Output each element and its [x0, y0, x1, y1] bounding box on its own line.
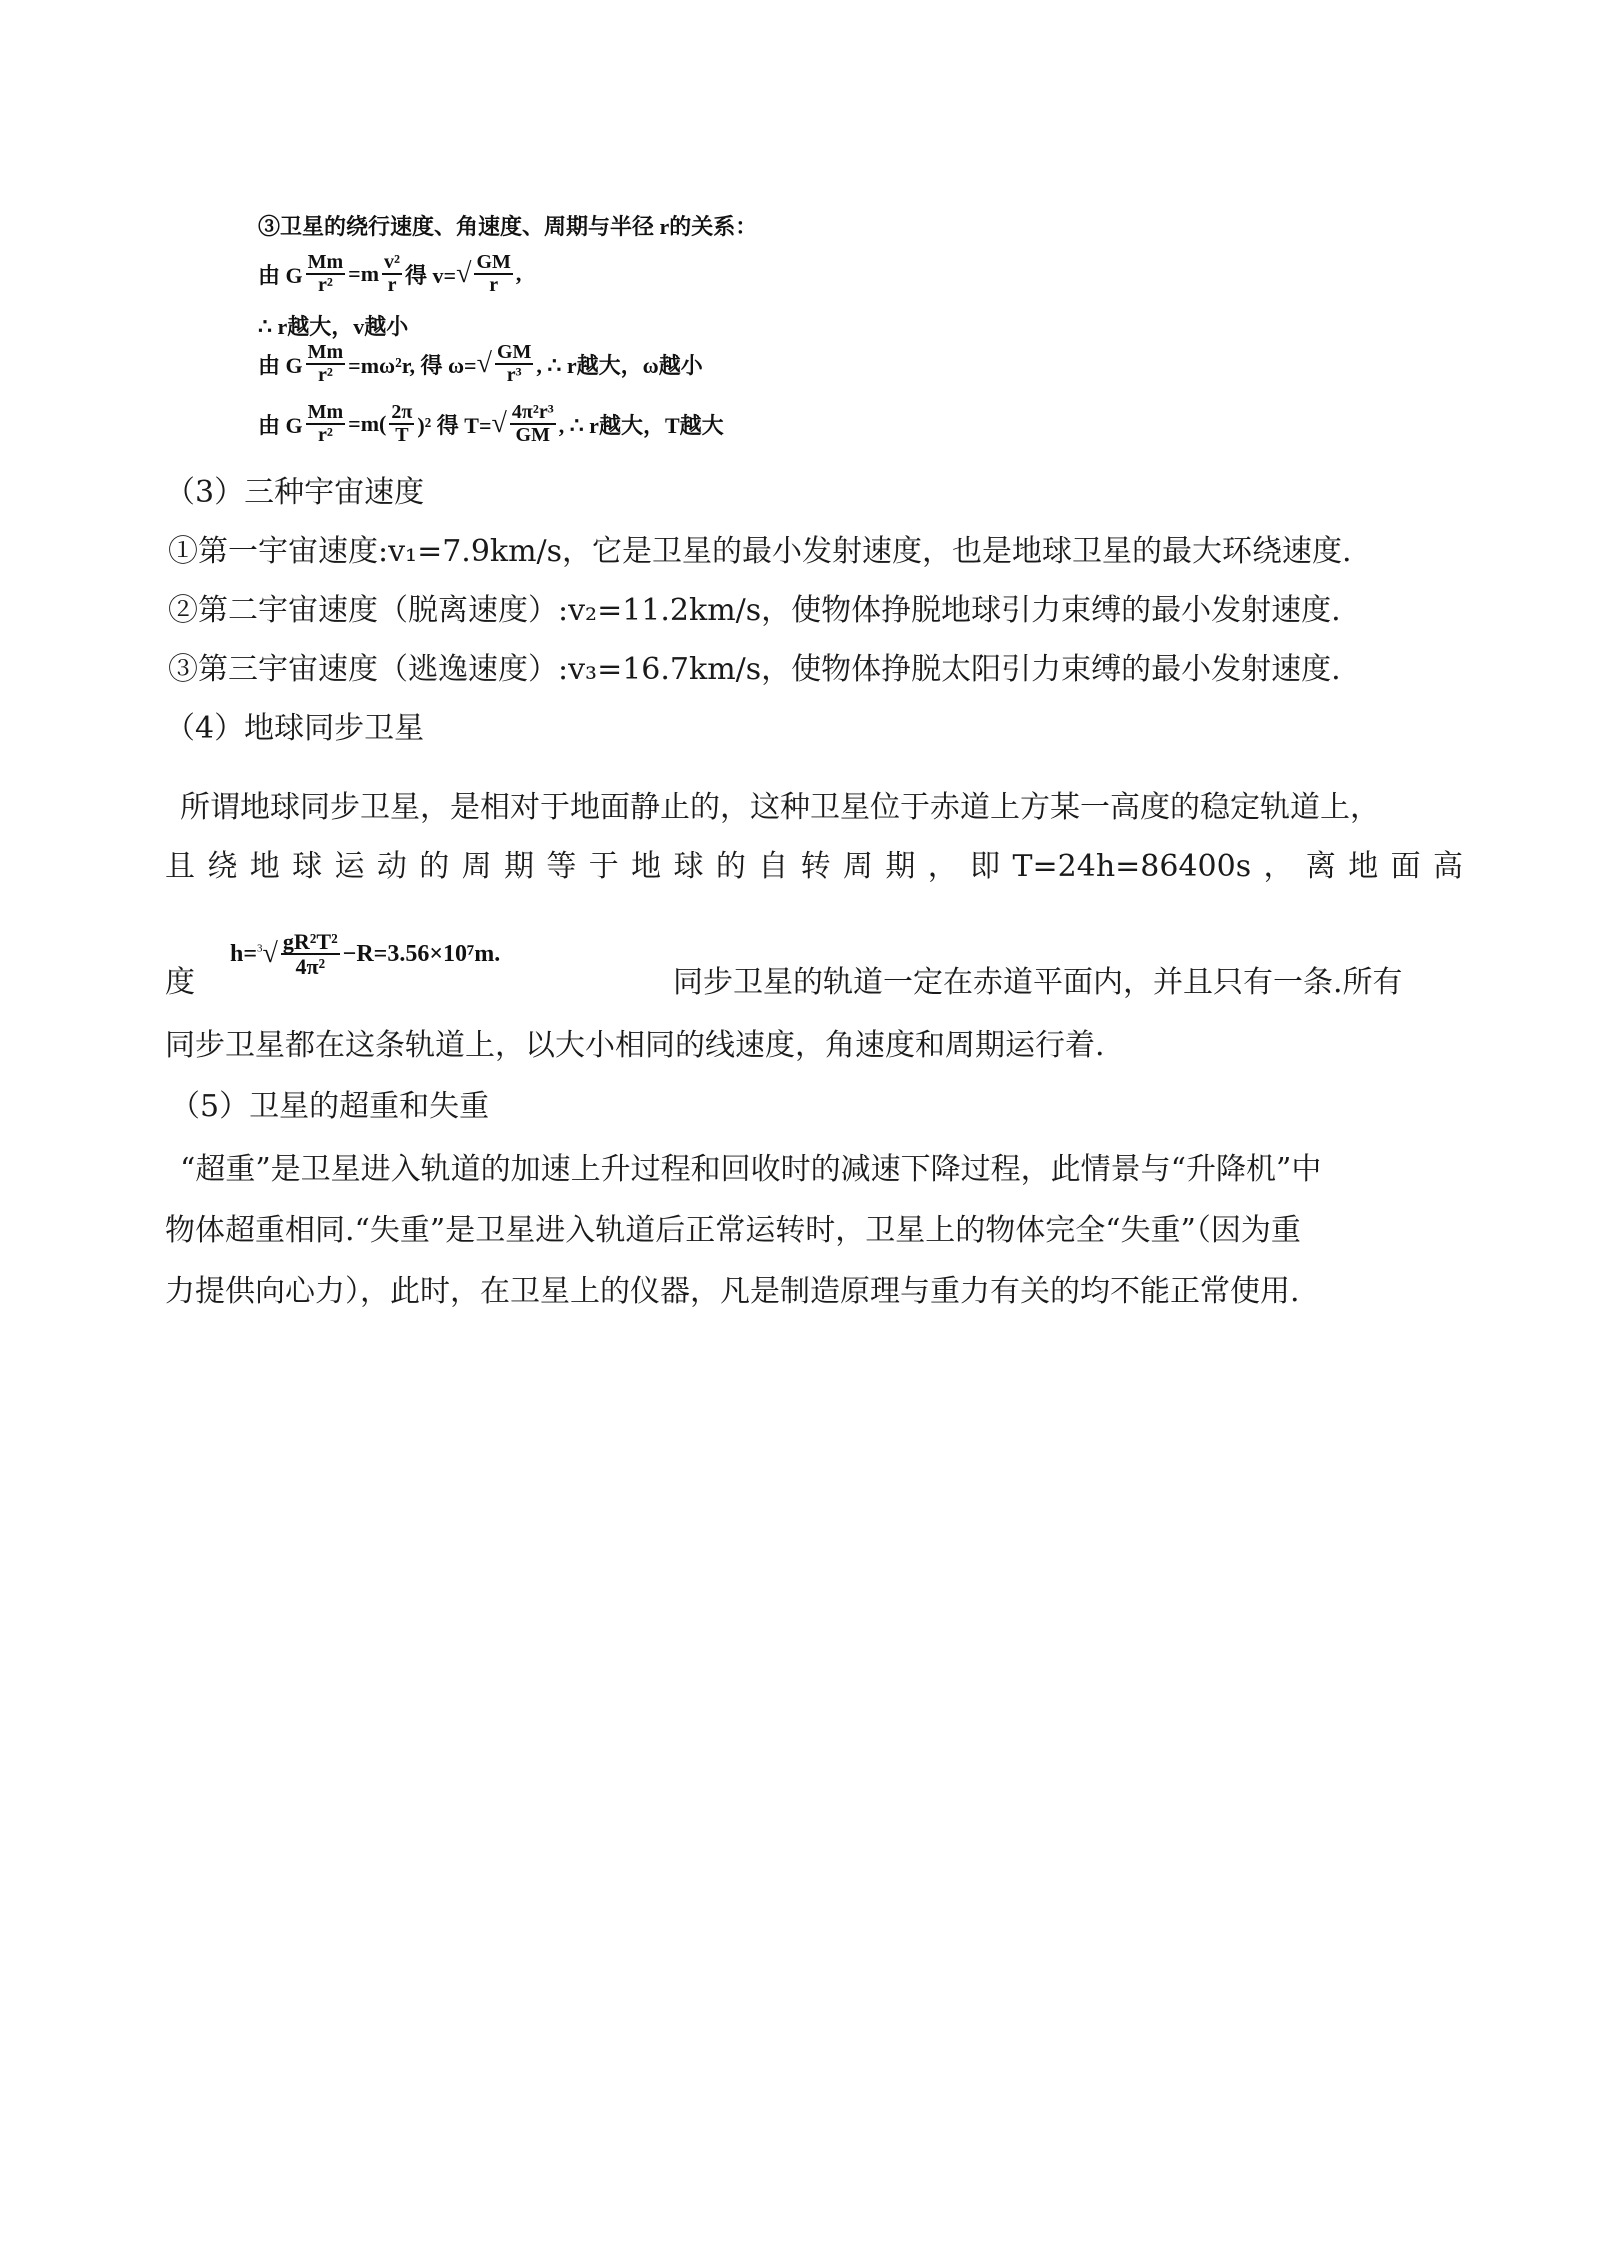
- sync-satellite-paragraph-line-2: [165, 849, 1463, 884]
- justified-word: T=24h=86400s: [1012, 849, 1252, 884]
- section-4-title: （4）地球同步卫星: [165, 711, 425, 746]
- justified-word: 即: [970, 849, 1001, 884]
- overweight-paragraph-line-1: “超重”是卫星进入轨道的加速上升过程和回收时的减速下降过程，此情景与“升降机”中: [180, 1152, 1322, 1187]
- first-cosmic-velocity: ①第一宇宙速度:v₁=7.9km/s，它是卫星的最小发射速度，也是地球卫星的最大环绕速度.: [168, 534, 1352, 569]
- justified-word: 转: [800, 849, 831, 884]
- section-3-title: （3）三种宇宙速度: [165, 475, 425, 510]
- height-formula: h= $^3$√ $\frac{\text{gR²T²}}{\text{4π²}}$ −R=3.56×10⁷m.: [230, 929, 501, 980]
- justified-word: 的: [715, 849, 746, 884]
- justified-word: 于: [588, 849, 619, 884]
- justified-word: 期: [504, 849, 534, 884]
- formula-heading: ③卫星的绕行速度、角速度、周期与半径 r的关系：: [258, 214, 758, 239]
- justified-word: ，: [927, 849, 958, 884]
- formula-line-omega: 由 G $\frac{Mm}{\text{r²}}$ =mω²r, 得 ω= √ $\frac{GM}{\text{r³}}$ , ∴ r越大，ω越小: [258, 341, 703, 386]
- third-cosmic-velocity: ③第三宇宙速度（逃逸速度）:v₃=16.7km/s，使物体挣脱太阳引力束缚的最小发射速度.: [168, 652, 1341, 687]
- sync-satellite-paragraph-line-3: 同步卫星的轨道一定在赤道平面内，并且只有一条.所有: [673, 965, 1403, 1000]
- justified-word: 期: [885, 849, 916, 884]
- sync-satellite-paragraph-prefix: 度: [165, 965, 195, 1000]
- section-5-title: （5）卫星的超重和失重: [170, 1089, 490, 1124]
- sync-satellite-paragraph-line-4: 同步卫星都在这条轨道上，以大小相同的线速度，角速度和周期运行着.: [165, 1028, 1105, 1063]
- justified-word: 绕: [207, 849, 238, 884]
- justified-word: 周: [461, 849, 492, 884]
- cube-root-sign: $^3$√ $\frac{\text{gR²T²}}{\text{4π²}}$: [257, 929, 338, 980]
- justified-word: 地: [249, 849, 280, 884]
- justified-word: 离: [1305, 849, 1336, 884]
- sync-satellite-paragraph-line-1: 所谓地球同步卫星，是相对于地面静止的，这种卫星位于赤道上方某一高度的稳定轨道上，: [180, 790, 1380, 825]
- justified-word: 自: [758, 849, 789, 884]
- justified-word: 等: [546, 849, 577, 884]
- justified-word: ，: [1263, 849, 1294, 884]
- justified-word: 动: [376, 849, 407, 884]
- second-cosmic-velocity: ②第二宇宙速度（脱离速度）:v₂=11.2km/s，使物体挣脱地球引力束缚的最小发射速度.: [168, 593, 1341, 628]
- justified-word: 地: [1348, 849, 1379, 884]
- justified-word: 周: [843, 849, 873, 884]
- justified-word: 的: [419, 849, 450, 884]
- justified-word: 地: [631, 849, 662, 884]
- formula-line-conclusion: ∴ r越大，v越小: [258, 314, 409, 339]
- justified-word: 球: [292, 849, 323, 884]
- formula-line-velocity: 由 G $\frac{Mm}{\text{r²}}$ =m $\frac{\text{v²}}{r}$ 得 v= √ $\frac{GM}{r}$ ,: [258, 251, 522, 296]
- formula-line-period: 由 G $\frac{Mm}{\text{r²}}$ =m( $\frac{2\pi}{T}$ )² 得 T= √ $\frac{\text{4π²r³}}{GM}$ , ∴ r越大，T越大: [258, 401, 724, 446]
- overweight-paragraph-line-3: 力提供向心力），此时，在卫星上的仪器，凡是制造原理与重力有关的均不能正常使用.: [165, 1274, 1300, 1309]
- overweight-paragraph-line-2: 物体超重相同.“失重”是卫星进入轨道后正常运转时，卫星上的物体完全“失重”（因为重: [165, 1213, 1301, 1248]
- justified-word: 运: [334, 849, 365, 884]
- justified-word: 高: [1432, 849, 1463, 884]
- sqrt-sign: √ $\frac{GM}{r}$: [456, 251, 511, 296]
- justified-word: 且: [165, 849, 195, 884]
- justified-word: 面: [1390, 849, 1421, 884]
- justified-word: 球: [673, 849, 704, 884]
